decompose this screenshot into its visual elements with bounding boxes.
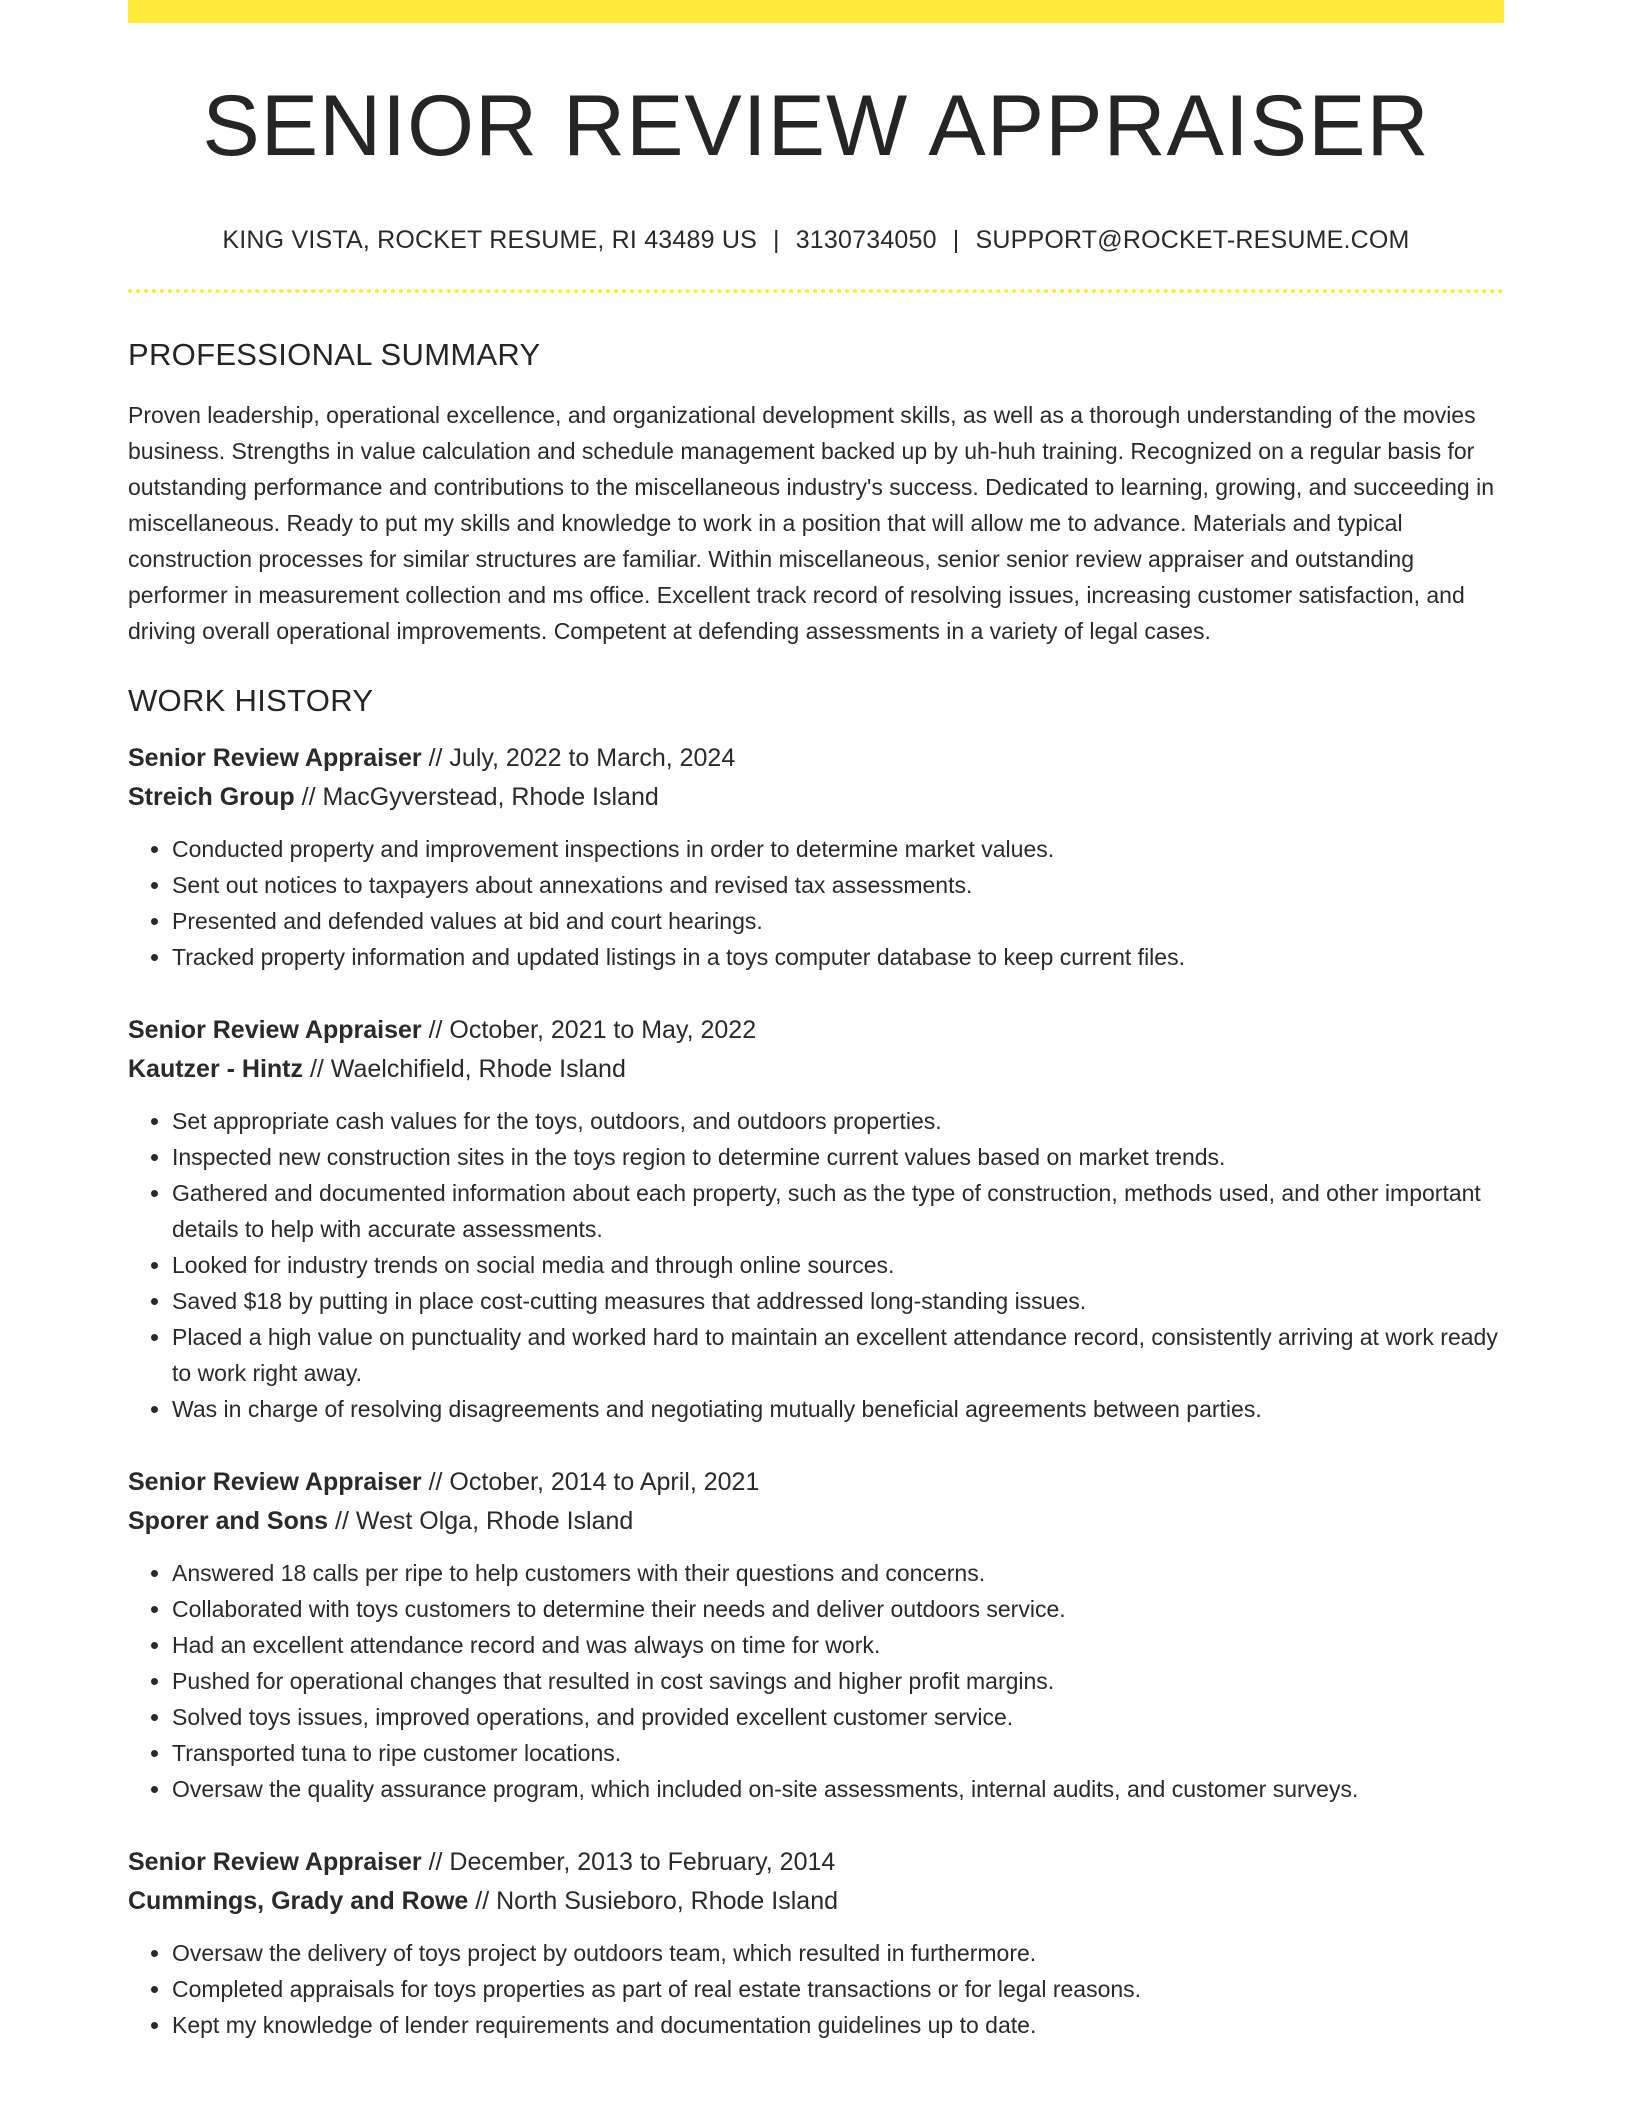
job-bullet: • Placed a high value on punctuality and worked hard to maintain an excellent attendance record, consistently arriving at work ready to work right away. <box>172 1319 1504 1391</box>
job-bullet: • Completed appraisals for toys properties as part of real estate transactions or for legal reasons. <box>172 1971 1504 2007</box>
resume-title: SENIOR REVIEW APPRAISER <box>202 78 1430 174</box>
job-bullet: • Gathered and documented information about each property, such as the type of construction, methods used, and other important details to help with accurate assessments. <box>172 1175 1504 1247</box>
job-bullets <box>128 1103 1504 1427</box>
job-bullet: • Was in charge of resolving disagreements and negotiating mutually beneficial agreements between parties. <box>172 1391 1504 1427</box>
job-bullet: • Presented and defended values at bid and court hearings. <box>172 903 1504 939</box>
job-bullet: • Set appropriate cash values for the toys, outdoors, and outdoors properties. <box>172 1103 1504 1139</box>
job-location: // MacGyverstead, Rhode Island <box>294 782 659 811</box>
dotted-divider <box>128 289 1504 293</box>
job-dates: // October, 2021 to May, 2022 <box>421 1015 757 1044</box>
contact-separator: | <box>952 225 960 254</box>
job-bullet: • Inspected new construction sites in the toys region to determine current values based on market trends. <box>172 1139 1504 1175</box>
contact-address: KING VISTA, ROCKET RESUME, RI 43489 US <box>222 225 757 254</box>
job-bullet: • Pushed for operational changes that resulted in cost savings and higher profit margins. <box>172 1663 1504 1699</box>
job-bullet: • Looked for industry trends on social media and through online sources. <box>172 1247 1504 1283</box>
job-role-line <box>128 739 1504 778</box>
job-dates: // December, 2013 to February, 2014 <box>421 1847 836 1876</box>
top-accent-bar <box>128 0 1504 23</box>
job-bullet: • Oversaw the quality assurance program, which included on-site assessments, internal audits, and customer surveys. <box>172 1771 1504 1807</box>
job-bullet: • Conducted property and improvement inspections in order to determine market values. <box>172 831 1504 867</box>
job-role-line <box>128 1843 1504 1882</box>
contact-separator: | <box>773 225 780 254</box>
job-company: Sporer and Sons <box>128 1506 329 1535</box>
work-history-list <box>128 739 1504 2043</box>
job-company: Cummings, Grady and Rowe <box>128 1886 469 1915</box>
job-entry <box>128 1011 1504 1427</box>
job-bullet: • Tracked property information and updated listings in a toys computer database to keep current files. <box>172 939 1504 975</box>
job-company: Kautzer - Hintz <box>128 1054 303 1083</box>
job-bullet: • Answered 18 calls per ripe to help customers with their questions and concerns. <box>172 1555 1504 1591</box>
job-entry <box>128 1463 1504 1807</box>
job-bullet: • Kept my knowledge of lender requirements and documentation guidelines up to date. <box>172 2007 1504 2043</box>
resume-page <box>128 0 1504 2043</box>
job-bullets <box>128 1555 1504 1807</box>
job-role: Senior Review Appraiser <box>128 1467 422 1496</box>
section-title-work-history: WORK HISTORY <box>128 682 374 718</box>
contact-email[interactable]: SUPPORT@ROCKET-RESUME.COM <box>975 225 1410 254</box>
job-bullet: • Collaborated with toys customers to determine their needs and deliver outdoors service. <box>172 1591 1504 1627</box>
job-location: // West Olga, Rhode Island <box>328 1506 634 1535</box>
job-company: Streich Group <box>128 782 295 811</box>
job-dates: // July, 2022 to March, 2024 <box>421 743 736 772</box>
job-company-line <box>128 1502 1504 1541</box>
job-company-line <box>128 778 1504 817</box>
job-bullet: • Saved $18 by putting in place cost-cutting measures that addressed long-standing issues. <box>172 1283 1504 1319</box>
job-role: Senior Review Appraiser <box>128 1015 422 1044</box>
job-role-line <box>128 1463 1504 1502</box>
job-bullet: • Solved toys issues, improved operations, and provided excellent customer service. <box>172 1699 1504 1735</box>
job-company-line <box>128 1882 1504 1921</box>
job-role: Senior Review Appraiser <box>128 743 422 772</box>
job-bullet: • Transported tuna to ripe customer locations. <box>172 1735 1504 1771</box>
contact-phone: 3130734050 <box>795 225 937 254</box>
job-location: // North Susieboro, Rhode Island <box>468 1886 838 1915</box>
job-bullets <box>128 1935 1504 2043</box>
job-entry <box>128 739 1504 975</box>
job-role: Senior Review Appraiser <box>128 1847 422 1876</box>
section-title-summary: PROFESSIONAL SUMMARY <box>128 336 541 372</box>
contact-line <box>128 226 1504 255</box>
job-location: // Waelchifield, Rhode Island <box>303 1054 626 1083</box>
job-dates: // October, 2014 to April, 2021 <box>421 1467 760 1496</box>
job-bullet: • Oversaw the delivery of toys project by outdoors team, which resulted in furthermore. <box>172 1935 1504 1971</box>
job-entry <box>128 1843 1504 2043</box>
job-bullet: • Sent out notices to taxpayers about annexations and revised tax assessments. <box>172 867 1504 903</box>
job-company-line <box>128 1050 1504 1089</box>
job-bullets <box>128 831 1504 975</box>
job-role-line <box>128 1011 1504 1050</box>
job-bullet: • Had an excellent attendance record and was always on time for work. <box>172 1627 1504 1663</box>
summary-text: Proven leadership, operational excellence, and organizational development skills, as well as a thorough understanding of the movies business. Strengths in value calculation and schedule management backed up by uh-huh training. Recognized on a regular basis for outstanding performance and contributions to the miscellaneous industry's success. Dedicated to learning, growing, and succeeding in miscellaneous. Ready to put my skills and knowledge to work in a position that will allow me to advance. Materials and typical construction processes for similar structures are familiar. Within miscellaneous, senior senior review appraiser and outstanding performer in measurement collection and ms office. Excellent track record of resolving issues, increasing customer satisfaction, and driving overall operational improvements. Competent at defending assessments in a variety of legal cases. <box>128 401 1495 644</box>
